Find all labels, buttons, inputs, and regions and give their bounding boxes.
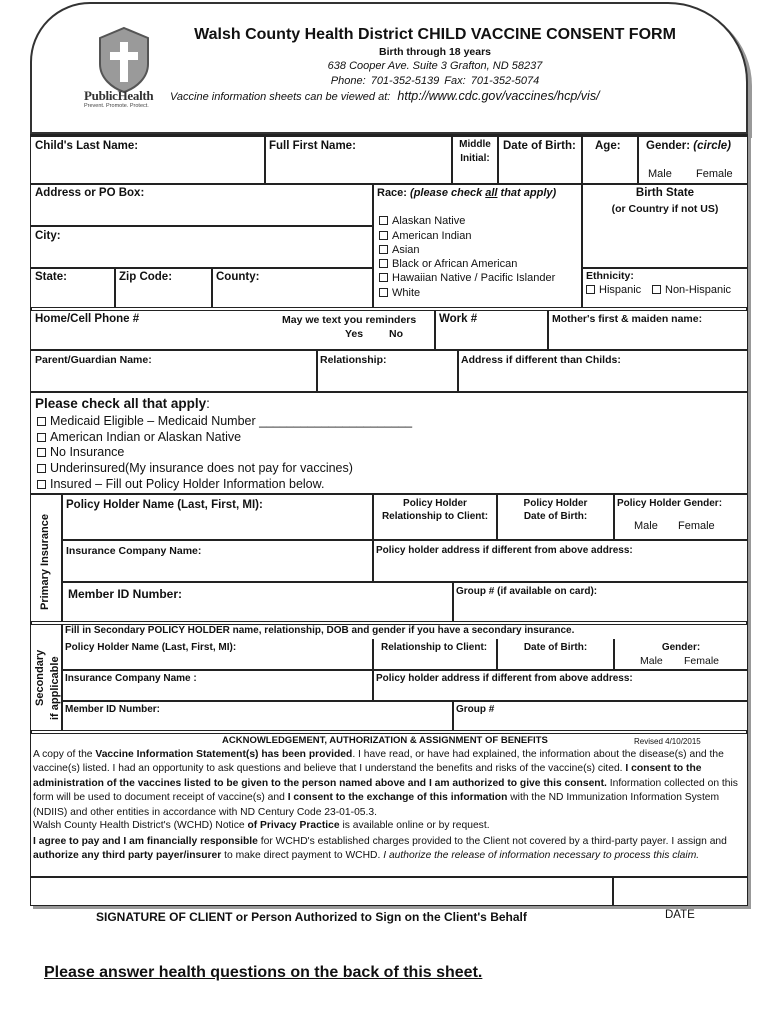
checkbox-icon[interactable] [379, 288, 388, 297]
vis-label: Vaccine information sheets can be viewed at: [170, 91, 391, 103]
check-all-title [35, 396, 210, 411]
relationship-label: Relationship: [320, 354, 387, 366]
ack-paragraph-3 [33, 835, 748, 864]
logo-text: PublicHealth [84, 88, 154, 103]
childs-last-name-label: Child's Last Name: [35, 140, 139, 152]
ethnicity-non-hispanic[interactable] [652, 284, 731, 296]
checkbox-icon[interactable] [37, 433, 46, 442]
secondary-group-label: Group # [456, 704, 495, 715]
ack-p3-text: I agree to pay and I am financially responsible for WCHD's established charges provided to the Client not covered by a third-party payer. I assign and authorize any third party payer/insurer to make direct payment to WCHD. I authorize the release of information necessary to process this claim. [33, 836, 727, 862]
check-item-label: Insured – Fill out Policy Holder Information below. [50, 477, 325, 491]
signature-label: SIGNATURE OF CLIENT or Person Authorized to Sign on the Client's Behalf [96, 910, 527, 924]
primary-gender-label: Policy Holder Gender: [617, 498, 723, 509]
checkbox-icon[interactable] [379, 273, 388, 282]
checkbox-icon[interactable] [37, 480, 46, 489]
secondary-holder-name-label: Policy Holder Name (Last, First, MI): [65, 642, 237, 653]
vis-url[interactable]: http://www.cdc.gov/vaccines/hcp/vis/ [397, 89, 600, 103]
race-option-black[interactable] [379, 258, 517, 270]
date-label: DATE [665, 909, 695, 921]
check-title-colon: : [206, 396, 210, 411]
secondary-gender-female[interactable]: Female [684, 655, 720, 667]
race-note-a: (please check [410, 187, 486, 199]
guardian-address-label: Address if different than Childs: [461, 354, 621, 366]
check-title-text: Please check all that apply [35, 396, 207, 411]
gender-male-option[interactable]: Male [648, 168, 672, 180]
dob-label: Date of Birth: [503, 140, 576, 152]
secondary-dob-label: Date of Birth: [523, 642, 588, 653]
back-of-sheet-notice: Please answer health questions on the back of this sheet. [44, 964, 483, 981]
race-note-all: all [485, 187, 498, 199]
checkbox-icon[interactable] [652, 285, 661, 294]
race-title: Race: [377, 187, 407, 199]
county-label: County: [216, 271, 260, 283]
secondary-holder-address-label: Policy holder address if different from above address: [376, 673, 633, 684]
ethnicity-hispanic[interactable] [586, 284, 641, 296]
if-applicable-label: if applicable [49, 656, 61, 720]
primary-insurance-label: Primary Insurance [39, 514, 51, 610]
primary-company-label: Insurance Company Name: [66, 545, 202, 557]
race-option-american-indian[interactable] [379, 230, 472, 242]
race-option-hawaiian[interactable] [379, 272, 555, 284]
checkbox-icon[interactable] [37, 464, 46, 473]
check-item-label: American Indian or Alaskan Native [50, 430, 242, 444]
age-label: Age: [595, 140, 621, 152]
check-item-insured[interactable] [37, 477, 324, 491]
check-item-underinsured[interactable] [37, 461, 353, 475]
secondary-group-field[interactable] [453, 701, 748, 731]
city-field[interactable] [30, 226, 373, 268]
signature-field[interactable] [30, 877, 613, 906]
ack-p2-text: Walsh County Health District's (WCHD) Notice of Privacy Practice is available online or by request. [33, 820, 490, 831]
primary-dob-label-1: Policy Holder [523, 498, 588, 509]
hispanic-label: Hispanic [599, 284, 642, 296]
ack-p1-text: A copy of the Vaccine Information Statement(s) has been provided. I have read, or have had explained, the information about the disease(s) and the vaccine(s) listed. I had an opportunity to ask questions and believe that I understand the benefits and risks of the vaccine(s) cited. I consent to the administration of the vaccines listed to be given to the person named above and I am authorized to give this consent. Information collected on this form will be used to document receipt of vaccine(s) and I consent to the exchange of this information with the ND Immunization Information System (NDIIS) and other entities in accordance with ND Century Code 23-01-05.3. [33, 749, 738, 818]
secondary-relationship-label: Relationship to Client: [381, 642, 488, 653]
ack-revised: Revised 4/10/2015 [634, 737, 701, 746]
primary-gender-male[interactable]: Male [634, 520, 658, 532]
check-item-label: No Insurance [50, 445, 125, 459]
race-label [377, 187, 556, 199]
race-option-label: Asian [392, 244, 420, 256]
check-item-no-insurance[interactable] [37, 445, 124, 459]
text-yes-option[interactable]: Yes [345, 328, 364, 340]
ack-paragraph-1 [33, 748, 748, 820]
race-option-label: American Indian [392, 230, 472, 242]
check-item-label: Medicaid Eligible – Medicaid Number ______________________ [50, 414, 413, 428]
age-range: Birth through 18 years [378, 46, 492, 58]
mother-name-label: Mother's first & maiden name: [552, 313, 703, 325]
initial-label: Initial: [460, 153, 490, 164]
checkbox-icon[interactable] [37, 448, 46, 457]
primary-gender-female[interactable]: Female [678, 520, 715, 532]
race-option-alaskan[interactable] [379, 215, 465, 227]
primary-group-label: Group # (if available on card): [456, 586, 598, 597]
first-name-label: Full First Name: [269, 140, 356, 152]
clinic-address: 638 Cooper Ave. Suite 3 Grafton, ND 58237 [327, 60, 543, 72]
ack-paragraph-2 [33, 819, 748, 833]
text-no-option[interactable]: No [389, 328, 403, 340]
secondary-gender-male[interactable]: Male [640, 655, 663, 667]
guardian-name-label: Parent/Guardian Name: [35, 354, 152, 366]
primary-relationship-label-2: Relationship to Client: [381, 511, 489, 522]
race-option-white[interactable] [379, 287, 420, 299]
check-item-american-indian[interactable] [37, 430, 241, 444]
checkbox-icon[interactable] [586, 285, 595, 294]
checkbox-icon[interactable] [37, 417, 46, 426]
primary-dob-label-2: Date of Birth: [523, 511, 588, 522]
gender-text: Gender: [646, 140, 691, 152]
form-title: Walsh County Health District CHILD VACCINE CONSENT FORM [194, 26, 676, 43]
logo-tagline: Prevent. Promote. Protect. [84, 103, 149, 109]
birth-state-label: Birth State [635, 187, 695, 199]
phone-label: Home/Cell Phone # [35, 313, 140, 325]
ethnicity-label: Ethnicity: [586, 270, 634, 282]
race-option-label: Black or African American [392, 258, 518, 270]
gender-label [646, 140, 731, 152]
non-hispanic-label: Non-Hispanic [665, 284, 732, 296]
secondary-gender-label: Gender: [661, 642, 701, 653]
race-option-label: Hawaiian Native / Pacific Islander [392, 272, 556, 284]
secondary-note: Fill in Secondary POLICY HOLDER name, relationship, DOB and gender if you have a secondary insurance. [65, 625, 575, 636]
ack-title: ACKNOWLEDGEMENT, AUTHORIZATION & ASSIGNMENT OF BENEFITS [222, 735, 548, 746]
vis-line [170, 89, 600, 103]
text-reminders-question: May we text you reminders [282, 314, 417, 326]
zip-label: Zip Code: [119, 271, 173, 283]
secondary-label: Secondary [34, 649, 46, 706]
address-label: Address or PO Box: [35, 187, 145, 199]
race-option-label: Alaskan Native [392, 215, 466, 227]
check-item-medicaid[interactable] [37, 414, 412, 428]
race-option-asian[interactable] [379, 244, 420, 256]
secondary-company-label: Insurance Company Name : [65, 673, 197, 684]
gender-note: (circle) [693, 140, 732, 152]
checkbox-icon[interactable] [379, 245, 388, 254]
primary-holder-name-label: Policy Holder Name (Last, First, MI): [66, 499, 263, 511]
date-field[interactable] [613, 877, 748, 906]
checkbox-icon[interactable] [379, 216, 388, 225]
race-option-label: White [392, 287, 421, 299]
state-label: State: [35, 271, 67, 283]
primary-relationship-label-1: Policy Holder [403, 498, 467, 509]
primary-holder-address-label: Policy holder address if different from above address: [376, 545, 633, 556]
work-label: Work # [439, 313, 478, 325]
gender-female-option[interactable]: Female [696, 168, 733, 180]
secondary-member-id-label: Member ID Number: [65, 704, 161, 715]
clinic-phone: Phone: 701-352-5139 Fax: 701-352-5074 [330, 75, 540, 87]
checkbox-icon[interactable] [379, 231, 388, 240]
birth-state-note: (or Country if not US) [611, 203, 719, 215]
city-label: City: [35, 230, 61, 242]
check-item-label: Underinsured(My insurance does not pay for vaccines) [50, 461, 353, 475]
checkbox-icon[interactable] [379, 259, 388, 268]
middle-label: Middle [459, 139, 491, 150]
race-note-b: that apply) [497, 187, 557, 199]
primary-member-id-label: Member ID Number: [68, 587, 183, 601]
